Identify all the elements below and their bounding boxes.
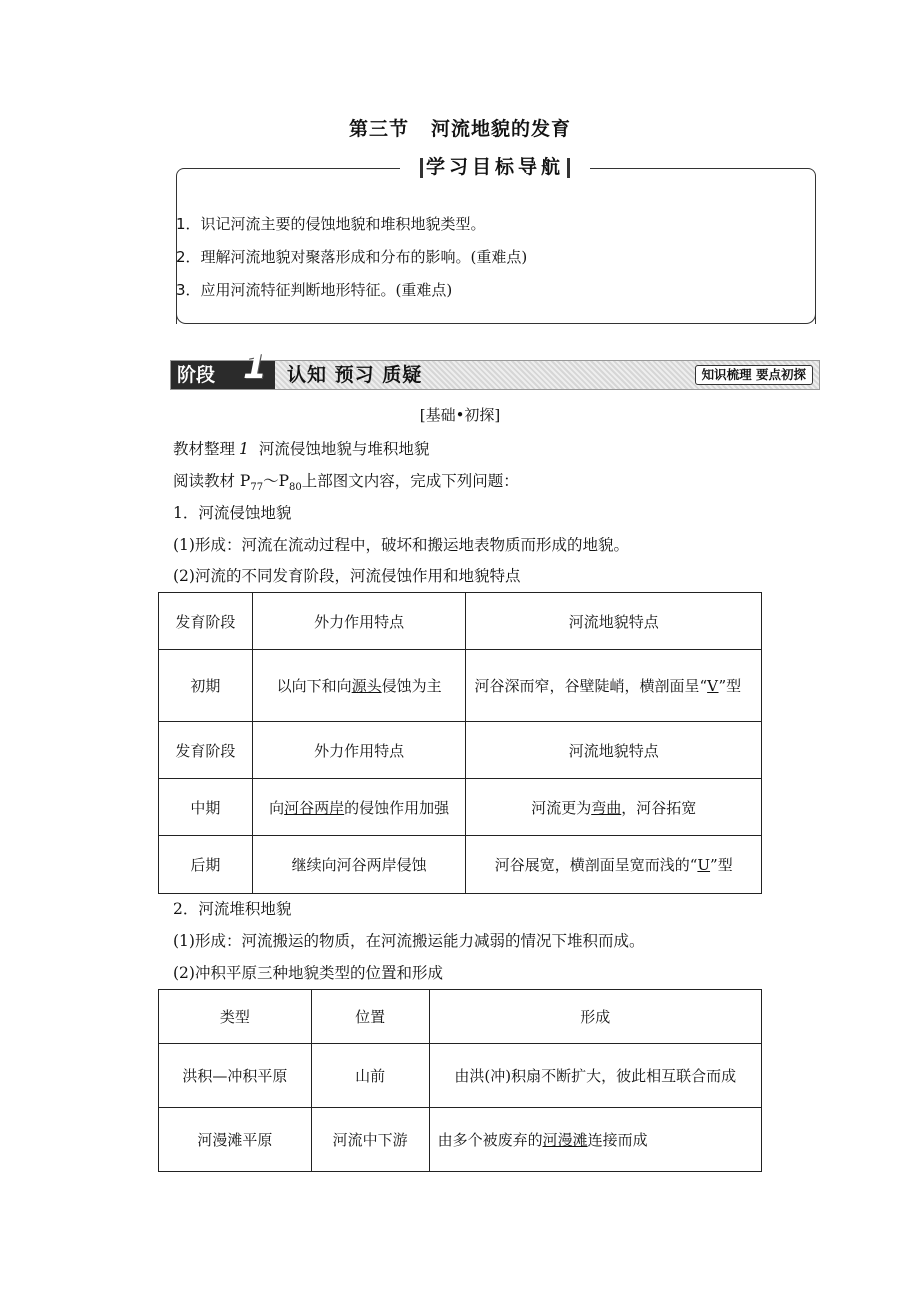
table-row [159,1044,762,1108]
cell-text: 向 [269,798,285,817]
goal-number: 1． [176,215,201,233]
material-prefix: 教材整理 [173,440,236,458]
cell-text: ”型 [718,676,742,695]
stage-title: 认知 预习 质疑 [287,364,423,386]
table-row [159,779,762,836]
table-cell: 继续向河谷两岸侵蚀 [252,836,466,894]
table-cell: 山前 [311,1044,429,1108]
cell-text: ，河谷拓宽 [621,798,697,817]
erosion-formation: (1)形成：河流在流动过程中，破坏和搬运地表物质而形成的地貌。 [173,536,629,554]
table-cell [429,1108,761,1172]
section-number: 第三节 [348,118,409,140]
page-title [0,114,920,141]
goal-text: 理解河流地貌对聚落形成和分布的影响。(重难点) [200,248,528,266]
table-cell [252,650,466,722]
cell-text: 的侵蚀作用加强 [344,798,450,817]
goal-item [176,208,816,241]
table-cell: 河流中下游 [311,1108,429,1172]
table-header-cell: 河流地貌特点 [466,722,762,779]
header-bar-left-icon [420,158,423,178]
table-cell: 河漫滩平原 [159,1108,312,1172]
section-name: 河流地貌的发育 [431,118,572,140]
learning-goals-list [176,208,816,307]
table-header-cell: 河流地貌特点 [466,593,762,650]
cell-underlined-answer: 河谷两岸 [284,798,345,817]
deposition-formation: (1)形成：河流搬运的物质，在河流搬运能力减弱的情况下堆积而成。 [173,932,645,950]
header-bar-right-icon [567,158,570,178]
material-title: 河流侵蚀地貌与堆积地貌 [258,440,430,458]
table-row [159,722,762,779]
table-cell: 后期 [159,836,253,894]
cell-underlined-answer: 源头 [351,677,382,695]
goal-item [176,241,816,274]
cell-text: 由多个被废弃的 [437,1131,543,1149]
plain-types-intro: (2)冲积平原三种地貌类型的位置和形成 [173,964,443,982]
plain-table [158,989,762,1172]
goal-number: 3． [176,281,201,299]
learning-goals-header [400,152,590,182]
table-cell: 由洪(冲)积扇不断扩大，彼此相互联合而成 [429,1044,761,1108]
heading-deposition: 2．河流堆积地貌 [173,900,292,918]
material-number: 1 [239,440,249,458]
table-cell [466,836,762,894]
table-row [159,836,762,894]
cell-underlined-answer: 弯曲 [591,798,622,817]
material-heading [173,437,429,459]
reading-text-a: 阅读教材 P [173,472,251,490]
cell-text: 河谷深而窄，谷壁陡峭，横剖面呈“ [474,676,708,695]
erosion-table [158,592,762,894]
stage-number: 1 [243,347,267,387]
table-cell: 初期 [159,650,253,722]
table-cell: 中期 [159,779,253,836]
cell-underlined-answer: 河漫滩 [542,1131,588,1149]
cell-underlined-answer: U [697,856,711,874]
table-header-cell: 形成 [429,990,761,1044]
stage-badge: 知识梳理 要点初探 [695,365,813,385]
goal-text: 识记河流主要的侵蚀地貌和堆积地貌类型。 [200,215,486,233]
erosion-stages-intro: (2)河流的不同发育阶段，河流侵蚀作用和地貌特点 [173,567,521,585]
cell-text: 以向下和向 [276,677,352,695]
goal-item [176,274,816,307]
cell-underlined-answer: V [707,676,719,695]
reading-text-b: 上部图文内容，完成下列问题： [301,472,519,490]
goal-text: 应用河流特征判断地形特征。(重难点) [200,281,453,299]
table-header-cell: 位置 [311,990,429,1044]
table-header-cell: 类型 [159,990,312,1044]
table-header-cell: 外力作用特点 [252,722,466,779]
table-cell [466,650,762,722]
cell-text: 侵蚀为主 [381,677,442,695]
table-row [159,650,762,722]
cell-text: 河流更为 [531,798,592,817]
table-header-cell: 发育阶段 [159,722,253,779]
learning-goals-box-bottom [176,306,816,324]
cell-text: 连接而成 [587,1131,648,1149]
basic-note: [基础•初探] [419,406,501,424]
table-row [159,593,762,650]
cell-text: 河谷展宽，横剖面呈宽而浅的“ [494,856,698,874]
table-cell [466,779,762,836]
table-cell: 洪积—冲积平原 [159,1044,312,1108]
goal-number: 2． [176,248,201,266]
heading-erosion: 1．河流侵蚀地貌 [173,504,292,522]
learning-goals-header-text: 学习目标导航 [425,156,564,178]
cell-text: ”型 [710,856,733,874]
page-subscript-start: 77 [250,482,264,494]
stage-label-text: 阶段 [177,364,216,386]
table-cell [252,779,466,836]
table-row [159,1108,762,1172]
stage-banner [170,347,820,390]
table-row [159,990,762,1044]
table-header-cell: 发育阶段 [159,593,253,650]
page-subscript-end: 80 [289,482,302,494]
table-header-cell: 外力作用特点 [252,593,466,650]
stage-label [171,347,275,389]
reading-instruction [173,469,519,493]
reading-text-tilde: ～P [263,472,290,490]
